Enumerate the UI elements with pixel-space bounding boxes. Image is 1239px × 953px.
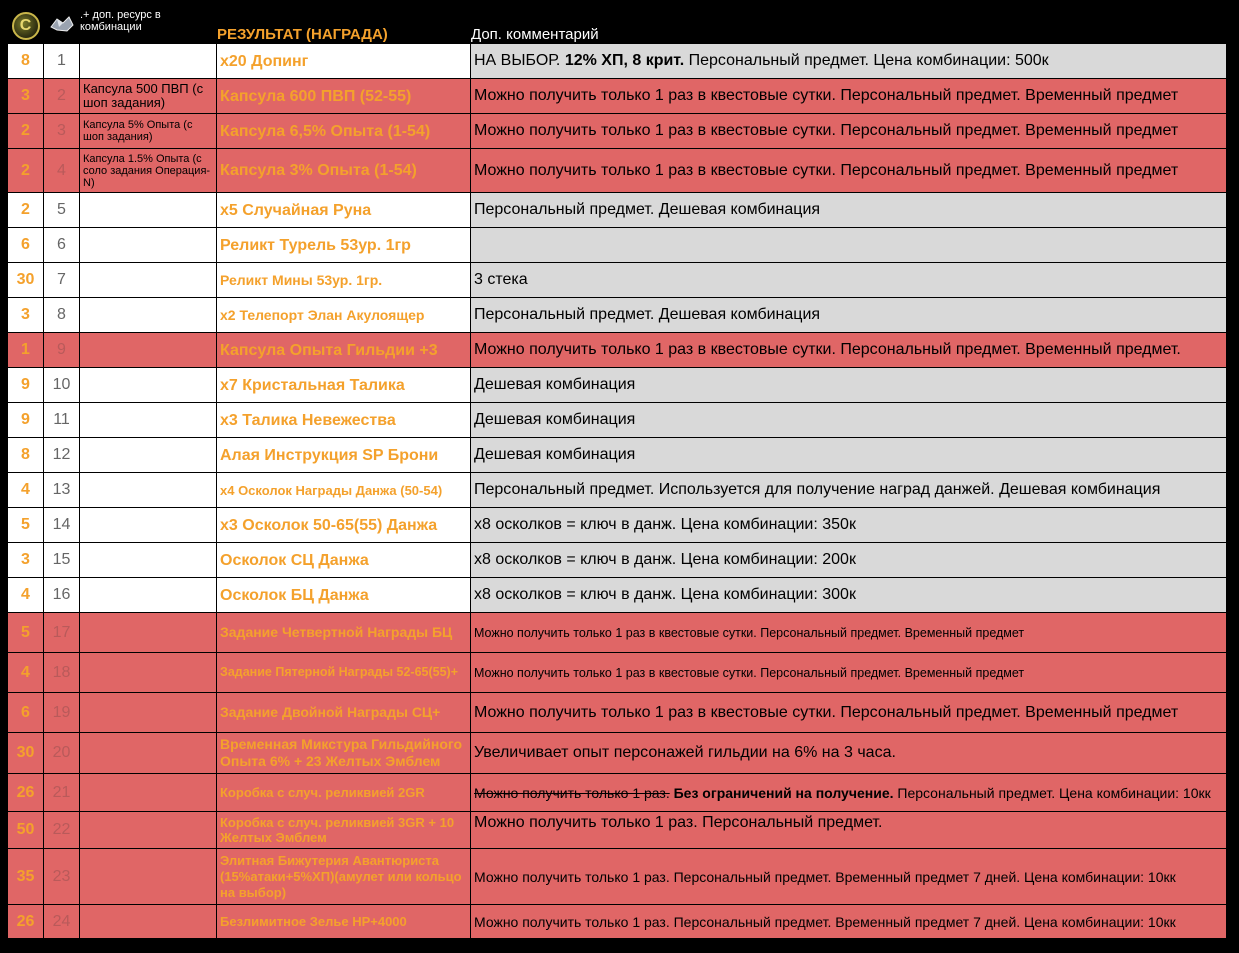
reward-table	[7, 8, 1227, 939]
cost-cell[interactable]: 4	[8, 473, 44, 508]
table-row	[8, 774, 1227, 812]
number-cell[interactable]: 2	[44, 79, 80, 114]
result-cell[interactable]: Задание Четвертной Награды БЦ	[217, 613, 471, 653]
number-cell[interactable]: 20	[44, 733, 80, 774]
comment-cell[interactable]: 3 стека	[471, 263, 1227, 298]
table-row	[8, 44, 1227, 79]
table-row	[8, 578, 1227, 613]
comment-text: Персональный предмет. Цена комбинации: 500к	[684, 52, 1049, 69]
header-extra-resource[interactable]: .+ доп. ресурс в комбинации	[80, 9, 217, 44]
result-cell[interactable]: x3 Талика Невежества	[217, 403, 471, 438]
comment-cell[interactable]: Можно получить только 1 раз в квестовые сутки. Персональный предмет. Временный предмет	[471, 613, 1227, 653]
extra-resource-cell[interactable]	[80, 368, 217, 403]
number-cell[interactable]: 1	[44, 44, 80, 79]
result-cell[interactable]: Коробка с случ. реликвией 3GR + 10 Желтых Эмблем	[217, 812, 471, 849]
number-cell[interactable]: 16	[44, 578, 80, 613]
result-cell[interactable]: Капсула Опыта Гильдии +3	[217, 333, 471, 368]
extra-resource-cell[interactable]: Капсула 5% Опыта (с шоп задания)	[80, 114, 217, 149]
cost-cell[interactable]: 26	[8, 905, 44, 939]
number-cell[interactable]: 9	[44, 333, 80, 368]
comment-strikethrough-text: Можно получить только 1 раз.	[474, 784, 670, 801]
extra-resource-cell[interactable]	[80, 44, 217, 79]
comment-cell[interactable]: Увеличивает опыт персонажей гильдии на 6% на 3 часа.	[471, 733, 1227, 774]
result-cell[interactable]: Задание Двойной Награды СЦ+	[217, 693, 471, 733]
number-cell[interactable]: 8	[44, 298, 80, 333]
comment-cell[interactable]: Дешевая комбинация	[471, 368, 1227, 403]
header-num-cell[interactable]	[44, 9, 80, 44]
table-row	[8, 228, 1227, 263]
extra-resource-cell[interactable]	[80, 263, 217, 298]
result-cell[interactable]: x5 Случайная Руна	[217, 193, 471, 228]
cost-cell[interactable]: 9	[8, 403, 44, 438]
table-row	[8, 193, 1227, 228]
cost-cell[interactable]: 6	[8, 228, 44, 263]
table-row	[8, 543, 1227, 578]
result-cell[interactable]: x7 Кристальная Талика	[217, 368, 471, 403]
number-cell[interactable]: 23	[44, 849, 80, 905]
cost-cell[interactable]: 5	[8, 613, 44, 653]
result-cell[interactable]: Реликт Турель 53ур. 1гр	[217, 228, 471, 263]
cost-cell[interactable]: 2	[8, 114, 44, 149]
result-cell[interactable]: x4 Осколок Награды Данжа (50-54)	[217, 473, 471, 508]
comment-cell[interactable]: Можно получить только 1 раз. Персональный предмет.	[471, 812, 1227, 849]
cost-cell[interactable]: 3	[8, 79, 44, 114]
cost-cell[interactable]: 4	[8, 653, 44, 693]
extra-resource-cell[interactable]	[80, 193, 217, 228]
result-cell[interactable]: x3 Осколок 50-65(55) Данжа	[217, 508, 471, 543]
number-cell[interactable]: 18	[44, 653, 80, 693]
table-row	[8, 508, 1227, 543]
number-cell[interactable]: 10	[44, 368, 80, 403]
header-row	[8, 9, 1227, 44]
extra-resource-cell[interactable]	[80, 578, 217, 613]
table-row	[8, 79, 1227, 114]
number-cell[interactable]: 12	[44, 438, 80, 473]
result-cell[interactable]: Безлимитное Зелье HP+4000	[217, 905, 471, 939]
header-comment[interactable]: Доп. комментарий	[471, 9, 1227, 44]
extra-resource-cell[interactable]	[80, 849, 217, 905]
extra-resource-cell[interactable]	[80, 653, 217, 693]
extra-resource-cell[interactable]	[80, 733, 217, 774]
comment-bold-text: Без ограничений на получение.	[669, 784, 894, 801]
extra-resource-cell[interactable]	[80, 333, 217, 368]
comment-cell[interactable]: x8 осколков = ключ в данж. Цена комбинации: 200к	[471, 543, 1227, 578]
cost-cell[interactable]: 35	[8, 849, 44, 905]
number-cell[interactable]: 14	[44, 508, 80, 543]
extra-resource-cell[interactable]	[80, 298, 217, 333]
comment-cell[interactable]: x8 осколков = ключ в данж. Цена комбинации: 300к	[471, 578, 1227, 613]
extra-resource-cell[interactable]	[80, 438, 217, 473]
table-row	[8, 613, 1227, 653]
comment-cell[interactable]: Можно получить только 1 раз в квестовые сутки. Персональный предмет. Временный предмет	[471, 114, 1227, 149]
result-cell[interactable]: Осколок СЦ Данжа	[217, 543, 471, 578]
cost-cell[interactable]: 8	[8, 44, 44, 79]
cost-cell[interactable]: 50	[8, 812, 44, 849]
cost-cell[interactable]: 4	[8, 578, 44, 613]
table-row	[8, 849, 1227, 905]
comment-cell[interactable]	[471, 228, 1227, 263]
number-cell[interactable]: 21	[44, 774, 80, 812]
comment-cell[interactable]	[471, 44, 1227, 79]
extra-resource-cell[interactable]	[80, 693, 217, 733]
extra-resource-cell[interactable]	[80, 774, 217, 812]
table-row	[8, 149, 1227, 193]
extra-resource-cell[interactable]	[80, 473, 217, 508]
result-cell[interactable]: Алая Инструкция SP Брони	[217, 438, 471, 473]
table-row	[8, 905, 1227, 939]
number-cell[interactable]: 5	[44, 193, 80, 228]
cost-cell[interactable]: 5	[8, 508, 44, 543]
extra-resource-cell[interactable]	[80, 508, 217, 543]
table-row	[8, 333, 1227, 368]
comment-cell[interactable]: Можно получить только 1 раз в квестовые сутки. Персональный предмет. Временный предмет	[471, 653, 1227, 693]
table-row	[8, 298, 1227, 333]
cost-cell[interactable]: 9	[8, 368, 44, 403]
result-cell[interactable]: Реликт Мины 53ур. 1гр.	[217, 263, 471, 298]
comment-cell[interactable]: Можно получить только 1 раз. Персональный предмет. Временный предмет 7 дней. Цена комбинации: 10кк	[471, 905, 1227, 939]
cost-cell[interactable]: 3	[8, 543, 44, 578]
comment-bold-text: 12% ХП, 8 крит.	[564, 52, 685, 69]
result-cell[interactable]: x2 Телепорт Элан Акулоящер	[217, 298, 471, 333]
table-row	[8, 653, 1227, 693]
result-cell[interactable]: Осколок БЦ Данжа	[217, 578, 471, 613]
table-row	[8, 263, 1227, 298]
result-cell[interactable]: Капсула 3% Опыта (1-54)	[217, 149, 471, 193]
number-cell[interactable]: 19	[44, 693, 80, 733]
result-cell[interactable]: Капсула 600 ПВП (52-55)	[217, 79, 471, 114]
shard-icon	[49, 15, 75, 33]
comment-text: Персональный предмет. Цена комбинации: 10кк	[893, 784, 1211, 801]
number-cell[interactable]: 17	[44, 613, 80, 653]
number-cell[interactable]: 13	[44, 473, 80, 508]
table-row	[8, 693, 1227, 733]
cost-cell[interactable]: 8	[8, 438, 44, 473]
comment-cell[interactable]: Персональный предмет. Используется для получение наград данжей. Дешевая комбинация	[471, 473, 1227, 508]
extra-resource-cell[interactable]	[80, 812, 217, 849]
extra-resource-cell[interactable]	[80, 228, 217, 263]
result-cell[interactable]: Задание Пятерной Награды 52-65(55)+	[217, 653, 471, 693]
comment-cell[interactable]	[471, 774, 1227, 812]
table-row	[8, 733, 1227, 774]
cost-cell[interactable]: 6	[8, 693, 44, 733]
number-cell[interactable]: 4	[44, 149, 80, 193]
result-cell[interactable]: Капсула 6,5% Опыта (1-54)	[217, 114, 471, 149]
table-row	[8, 114, 1227, 149]
cost-cell[interactable]: 2	[8, 193, 44, 228]
header-cost-cell[interactable]	[8, 9, 44, 44]
table-row	[8, 438, 1227, 473]
header-result[interactable]: РЕЗУЛЬТАТ (НАГРАДА)	[217, 9, 471, 44]
cost-cell[interactable]: 30	[8, 733, 44, 774]
extra-resource-cell[interactable]	[80, 403, 217, 438]
gold-coin-icon: С	[12, 12, 40, 40]
result-cell[interactable]: Коробка с случ. реликвией 2GR	[217, 774, 471, 812]
extra-resource-cell[interactable]: Капсула 500 ПВП (с шоп задания)	[80, 79, 217, 114]
cost-cell[interactable]: 2	[8, 149, 44, 193]
result-cell[interactable]: Элитная Бижутерия Авантюриста (15%атаки+5%ХП)(амулет или кольцо на выбор)	[217, 849, 471, 905]
number-cell[interactable]: 24	[44, 905, 80, 939]
cost-cell[interactable]: 30	[8, 263, 44, 298]
extra-resource-cell[interactable]	[80, 613, 217, 653]
comment-cell[interactable]: Можно получить только 1 раз в квестовые сутки. Персональный предмет. Временный предмет.	[471, 333, 1227, 368]
cost-cell[interactable]: 3	[8, 298, 44, 333]
number-cell[interactable]: 3	[44, 114, 80, 149]
number-cell[interactable]: 11	[44, 403, 80, 438]
comment-cell[interactable]: Можно получить только 1 раз. Персональный предмет. Временный предмет 7 дней. Цена комбинации: 10кк	[471, 849, 1227, 905]
table-row	[8, 812, 1227, 849]
number-cell[interactable]: 6	[44, 228, 80, 263]
table-row	[8, 368, 1227, 403]
comment-cell[interactable]: x8 осколков = ключ в данж. Цена комбинации: 350к	[471, 508, 1227, 543]
result-cell[interactable]: x20 Допинг	[217, 44, 471, 79]
extra-resource-cell[interactable]	[80, 905, 217, 939]
comment-cell[interactable]: Персональный предмет. Дешевая комбинация	[471, 298, 1227, 333]
number-cell[interactable]: 7	[44, 263, 80, 298]
comment-cell[interactable]: Можно получить только 1 раз в квестовые сутки. Персональный предмет. Временный предмет	[471, 149, 1227, 193]
comment-text: НА ВЫБОР.	[474, 52, 565, 69]
cost-cell[interactable]: 26	[8, 774, 44, 812]
comment-cell[interactable]: Персональный предмет. Дешевая комбинация	[471, 193, 1227, 228]
cost-cell[interactable]: 1	[8, 333, 44, 368]
number-cell[interactable]: 22	[44, 812, 80, 849]
table-row	[8, 403, 1227, 438]
extra-resource-cell[interactable]: Капсула 1.5% Опыта (с соло задания Операция-N)	[80, 149, 217, 193]
extra-resource-cell[interactable]	[80, 543, 217, 578]
comment-cell[interactable]: Дешевая комбинация	[471, 403, 1227, 438]
comment-cell[interactable]: Можно получить только 1 раз в квестовые сутки. Персональный предмет. Временный предмет	[471, 79, 1227, 114]
result-cell[interactable]: Временная Микстура Гильдийного Опыта 6% + 23 Желтых Эмблем	[217, 733, 471, 774]
comment-cell[interactable]: Дешевая комбинация	[471, 438, 1227, 473]
comment-cell[interactable]: Можно получить только 1 раз в квестовые сутки. Персональный предмет. Временный предмет	[471, 693, 1227, 733]
table-row	[8, 473, 1227, 508]
number-cell[interactable]: 15	[44, 543, 80, 578]
